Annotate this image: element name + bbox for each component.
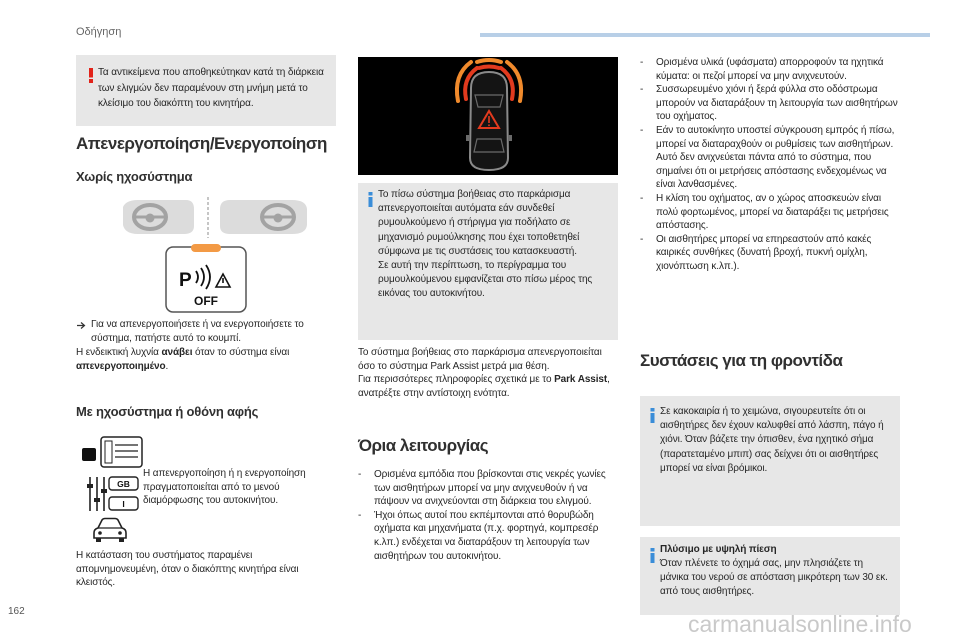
car-front-icon: [92, 517, 128, 543]
menu-note: Η απενεργοποίηση ή η ενεργοποίηση πραγματοποιείται από το μενού διαμόρφωσης του αυτοκινήτου.: [143, 468, 306, 507]
list-item: - Η κλίση του οχήματος, αν ο χώρος αποσκευών είναι πολύ φορτωμένος, μπορεί να διαταράξει τις μετρήσεις απόστασης.: [640, 192, 889, 232]
trailer-info-sentence-1: Το πίσω σύστημα βοήθειας στο παρκάρισμα απενεργοποιείται αυτόματα εάν συνδεθεί ρυμουλκούμενο ή στήριγμα για ποδήλατο σε μηχανισμό ρυμούλκησης που έχει τοποθετηθεί σύμφωνα με τις συστάσεις του κατασκευαστή.: [378, 189, 580, 257]
limits-list-middle: [358, 468, 618, 563]
touchscreen-icon: [80, 436, 144, 468]
svg-text:GB: GB: [117, 479, 130, 489]
list-item: - Εάν το αυτοκίνητο υποστεί σύγκρουση εμπρός ή πίσω, μπορεί να διαταραχθούν οι ρυθμίσεις των αισθητήρων. Αυτό δεν ανιχνεύεται πάντα από το σύστημα, που σημαίνει ότι οι μετρήσεις απόστασης ενδεχομένως να είναι λανθασμένες.: [640, 124, 895, 191]
info-icon: [368, 192, 373, 207]
indicator-text-1: Η ενδεικτική λυχνία: [76, 347, 162, 358]
section-title: Οδήγηση: [76, 26, 122, 38]
parking-sensor-off-button-icon: [165, 243, 247, 313]
list-item: - Οι αισθητήρες μπορεί να επηρεαστούν από κακές καιρικές συνθήκες (δυνατή βροχή, πυκνή ομίχλη, χιονόπτωση κ.λπ.).: [640, 233, 872, 272]
instruction: [76, 318, 336, 345]
park-assist-sentence-2: Για περισσότερες πληροφορίες σχετικά με το Park Assist, ανατρέξτε στην αντίστοιχη ενότητα.: [358, 374, 610, 399]
care-heading: Συστάσεις για τη φροντίδα: [640, 351, 843, 370]
svg-text:I: I: [122, 499, 125, 509]
dashboard-illustration: [120, 195, 310, 240]
right-hand-drive-dashboard: [220, 200, 307, 234]
settings-sliders-icon: [84, 474, 142, 514]
warning-note-box: [76, 55, 336, 126]
page-number: 162: [8, 606, 25, 617]
watermark: carmanualsonline.info: [688, 611, 912, 637]
list-item: - Συσσωρευμένο χιόνι ή ξερά φύλλα στο οδόστρωμα μπορούν να διαταράξουν τη λειτουργία των αισθητήρων του οχήματος.: [640, 84, 898, 123]
indicator-bold-2: απενεργοποιημένο: [76, 360, 166, 372]
info-icon: [650, 548, 655, 563]
indicator-bold-1: ανάβει: [161, 347, 193, 358]
memory-note: Η κατάσταση του συστήματος παραμένει απομνημονευμένη, όταν ο διακόπτης κινητήρα είναι κλειστός.: [76, 550, 299, 589]
list-item: - Ορισμένα υλικά (υφάσματα) απορροφούν τα ηχητικά κύματα: οι πεζοί μπορεί να μην ανιχνευτούν.: [640, 57, 884, 82]
info-icon: [650, 408, 655, 423]
instruction-text: Για να απενεργοποιήσετε ή να ενεργοποιήσετε το σύστημα, πατήστε αυτό το κουμπί.: [91, 319, 304, 344]
indicator-light: [191, 244, 221, 252]
limits-heading: Όρια λειτουργίας: [358, 436, 489, 455]
arrow-right-icon: [76, 321, 86, 330]
indicator-text-3: .: [165, 360, 169, 372]
indicator-note: [76, 346, 332, 373]
rear-sensor-display-illustration: [358, 57, 618, 175]
trailer-info-text: [378, 188, 613, 302]
winter-info-text: Σε κακοκαιρία ή το χειμώνα, σιγουρευτείτε ότι οι αισθητήρες δεν έχουν καλυφθεί από λάσπη, πάγο ή χιόνι. Όταν βάζετε την όπισθεν, ένα ηχητικό σήμα (παρατεταμένο μπιπ) σας δείχνει ότι οι αισθητήρες μπορεί να είναι βρόμικοι.: [660, 406, 884, 474]
washing-info-box: [640, 537, 900, 615]
section-heading: Απενεργοποίηση/Ενεργοποίηση: [76, 134, 327, 153]
header-bar: [480, 33, 930, 37]
list-item: - Ήχοι όπως αυτοί που εκπέμπονται από θορυβώδη οχήματα και μηχανήματα (π.χ. φορτηγά, κομπρεσέρ κ.λπ.) ενδέχεται να διαταράξουν τη λειτουργία των αισθητήρων του αυτοκινήτου.: [358, 509, 599, 562]
indicator-text-2: όταν το σύστημα είναι: [192, 347, 290, 358]
limits-list-right: [640, 56, 902, 274]
subheading-audio: Με ηχοσύστημα ή οθόνη αφής: [76, 404, 259, 419]
left-hand-drive-dashboard: [123, 200, 194, 234]
trailer-info-box: [358, 183, 618, 340]
warning-note-text: Τα αντικείμενα που αποθηκεύτηκαν κατά τη διάρκεια των ελιγμών δεν παραμένουν στη μνήμη μετά το κλείσιμο του διακόπτη του κινητήρα.: [98, 67, 324, 109]
button-letter: P: [179, 270, 192, 291]
list-item: - Ορισμένα εμπόδια που βρίσκονται στις νεκρές γωνίες των αισθητήρων μπορεί να μην ανιχνευθούν ή να πάψουν να ανιχνεύονται στη διάρκεια του ελιγμού.: [358, 469, 606, 508]
washing-text: Όταν πλένετε το όχημά σας, μην πλησιάζετε τη μάνικα του νερού σε απόσταση μικρότερη των 30 εκ. από τους αισθητήρες.: [660, 558, 888, 597]
washing-info-text: [660, 543, 894, 599]
washing-title: Πλύσιμο με υψηλή πίεση: [660, 544, 777, 555]
park-assist-sentence-1: Το σύστημα βοήθειας στο παρκάρισμα απενεργοποιείται όσο το σύστημα Park Assist μετρά μια θέση.: [358, 347, 602, 372]
warning-icon: [88, 68, 94, 83]
park-assist-note: [358, 346, 616, 400]
winter-info-box: [640, 396, 900, 526]
trailer-info-sentence-2: Σε αυτή την περίπτωση, το περίγραμμα του ρυμουλκούμενου εμφανίζεται στο πίσω μέρος της εικόνας του αυτοκινήτου.: [378, 260, 593, 300]
subheading-no-audio: Χωρίς ηχοσύστημα: [76, 169, 193, 184]
button-label: OFF: [194, 294, 218, 308]
